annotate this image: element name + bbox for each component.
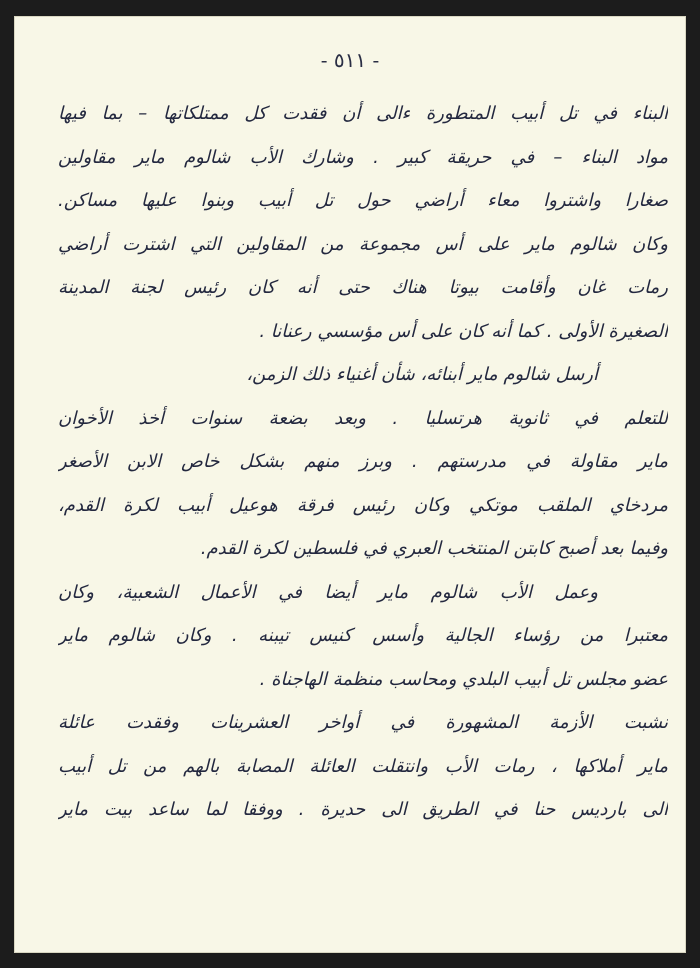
text-line: ماير أملاكها ، رمات الأب وانتقلت العائلة المصابة بالهم من تل أبيب xyxy=(58,755,668,777)
text-line: وكان شالوم ماير على أس مجموعة من المقاولين التي اشترت أراضي xyxy=(58,233,668,255)
text-line: وفيما بعد أصبح كابتن المنتخب العبري في فلسطين لكرة القدم. xyxy=(200,538,668,559)
text-line: صغارا واشتروا معاء أراضي حول تل أبيب وبنوا عليها مساكن. xyxy=(58,190,668,211)
text-line: ماير مقاولة في مدرستهم . وبرز منهم بشكل خاص الابن الأصغر xyxy=(58,451,668,472)
text-line: أرسل شالوم ماير أبنائه، شأن أغنياء ذلك الزمن، xyxy=(246,364,598,385)
text-line: مواد البناء – في حريقة كبير . وشارك الأب شالوم ماير مقاولين xyxy=(58,146,668,168)
text-line: الصغيرة الأولى . كما أنه كان على أس مؤسسي رعنانا . xyxy=(259,320,668,342)
text-line: نشبت الأزمة المشهورة في أواخر العشرينات وفقدت عائلة xyxy=(58,712,668,733)
handwritten-text-block xyxy=(58,92,668,832)
page-number: - ٥١١ - xyxy=(320,48,380,72)
manuscript-page xyxy=(14,16,686,953)
text-line: معتبرا من رؤساء الجالية وأسس كنيس تيبنه . وكان شالوم ماير xyxy=(58,625,668,646)
text-line: عضو مجلس تل أبيب البلدي ومحاسب منظمة الهاجناة . xyxy=(259,668,668,690)
text-line: وعمل الأب شالوم ماير أيضا في الأعمال الشعبية، وكان xyxy=(58,581,598,603)
text-line: مردخاي الملقب موتكي وكان رئيس فرقة هوعيل أبيب لكرة القدم، xyxy=(58,494,668,516)
text-line: رمات غان وأقامت بيوتا هناك حتى أنه كان رئيس لجنة المدينة xyxy=(58,277,668,298)
text-line: للتعلم في ثانوية هرتسليا . وبعد بضعة سنوات أخذ الأخوان xyxy=(58,407,668,429)
text-line: الى بارديس حنا في الطريق الى حديرة . ووفقا لما ساعد بيت ماير xyxy=(58,799,668,820)
text-line: البناء في تل أبيب المتطورة ءالى أن فقدت كل ممتلكاتها – بما فيها xyxy=(58,103,668,124)
